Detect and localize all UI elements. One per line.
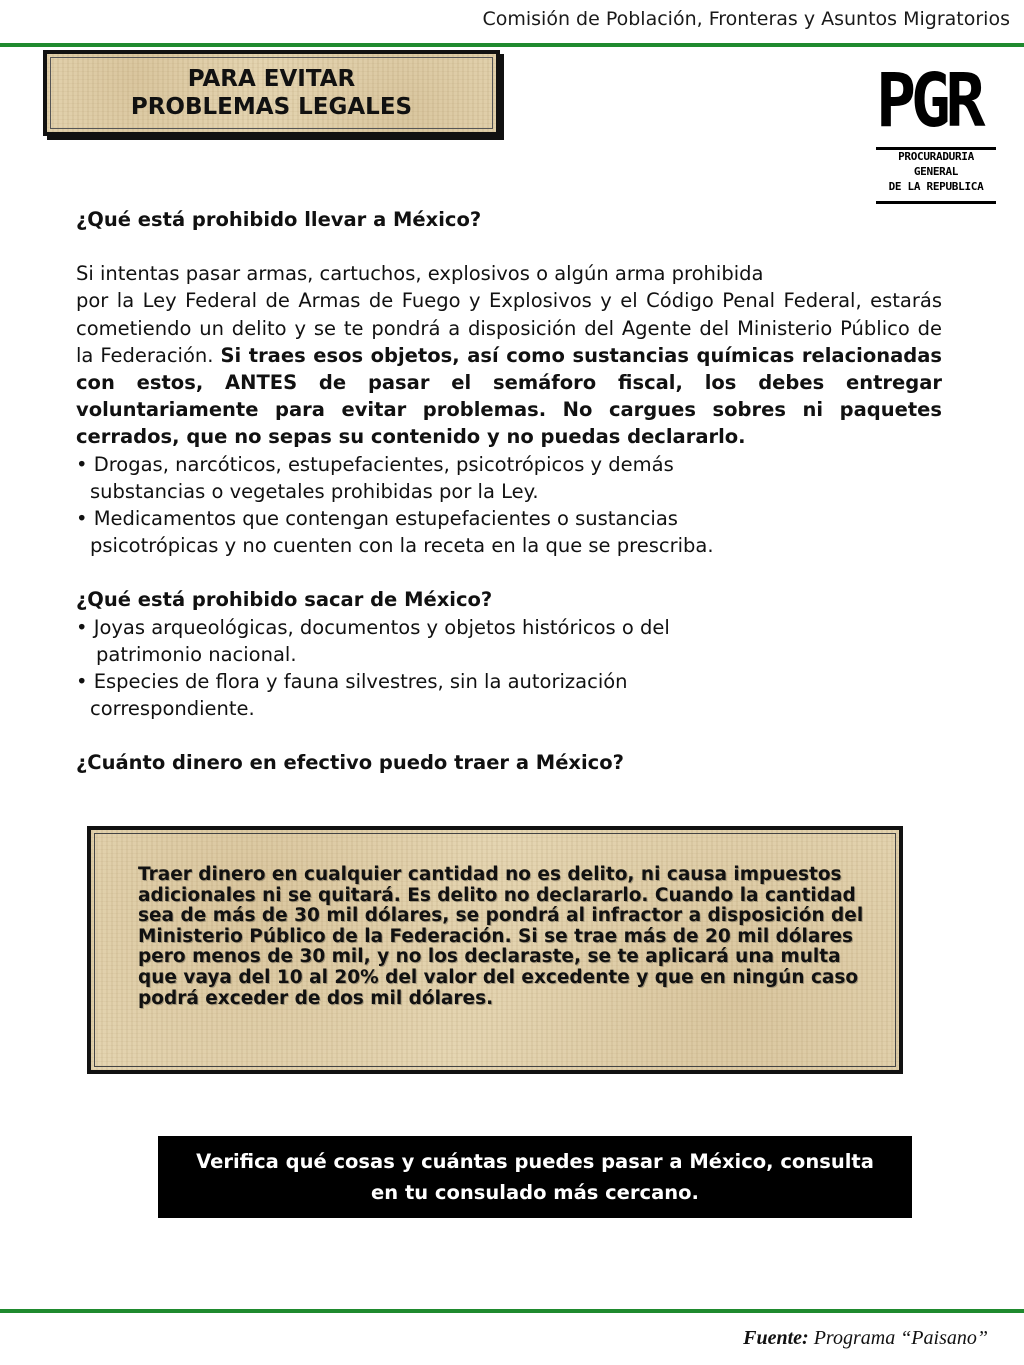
list-item-joyas-1: • Joyas arqueológicas, documentos y objetos históricos o del xyxy=(76,615,670,639)
logo-divider-bottom xyxy=(876,201,996,204)
list-item-medicamentos-2: psicotrópicas y no cuenten con la receta en la que se prescriba. xyxy=(90,534,714,558)
paragraph-armas-bold: Si traes esos objetos, así como sustancias químicas relacionadas con estos, ANTES de pasar el semáforo fiscal, los debes entregar voluntariamente para evitar problemas. No cargues sobres ni paquetes cerrados, que no sepas su contenido y no puedas declararlo. xyxy=(76,343,942,449)
title-box xyxy=(43,50,500,136)
paragraph-armas-normal: por la Ley Federal de Armas de Fuego y Explosivos y el Código Penal Federal, estarás cometiendo un delito y se te pondrá a disposición del Agente del Ministerio Público de la Federación. xyxy=(76,289,942,367)
logo-text-line3: DE LA REPUBLICA xyxy=(888,180,984,193)
list-item-especies-1: • Especies de flora y fauna silvestres, sin la autorización xyxy=(76,670,628,694)
page-title: PARA EVITAR PROBLEMAS LEGALES xyxy=(130,66,413,120)
logo-letters: PGR xyxy=(876,58,981,144)
bottom-green-rule xyxy=(0,1309,1024,1313)
header-organization: Comisión de Población, Fronteras y Asuntos Migratorios xyxy=(482,8,1010,30)
logo-text-line2: GENERAL xyxy=(913,165,959,178)
footer-source xyxy=(743,1327,988,1350)
list-item-drogas-1: • Drogas, narcóticos, estupefacientes, psicotrópicos y demás xyxy=(76,452,674,476)
main-content xyxy=(76,206,942,777)
consulado-callout-line2: en tu consulado más cercano. xyxy=(371,1181,699,1204)
money-info-text: Traer dinero en cualquier cantidad no es delito, ni causa impuestos adicionales ni se quitará. Es delito no declararlo. Cuando la cantidad sea de más de 30 mil dólares, se pondrá al infractor a disposición del Ministerio Público de la Federación. Si se trae más de 20 mil dólares pero menos de 30 mil, y no los declaraste, se te aplicará una multa que vaya del 10 al 20% del valor del excedente y que en ningún caso podrá exceder de dos mil dólares. xyxy=(138,864,864,1009)
top-green-rule xyxy=(0,43,1024,47)
pgr-logo xyxy=(876,56,996,206)
paragraph-line-1: Si intentas pasar armas, cartuchos, explosivos o algún arma prohibida xyxy=(76,262,764,286)
heading-dinero: ¿Cuánto dinero en efectivo puedo traer a México? xyxy=(76,751,624,775)
consulado-callout-line1: Verifica qué cosas y cuántas puedes pasar a México, consulta xyxy=(196,1150,874,1173)
footer-label: Fuente: xyxy=(743,1327,809,1349)
logo-text-line1: PROCURADURIA xyxy=(898,150,974,163)
paragraph-armas xyxy=(76,287,942,450)
heading-prohibido-llevar: ¿Qué está prohibido llevar a México? xyxy=(76,208,482,231)
heading-prohibido-sacar: ¿Qué está prohibido sacar de México? xyxy=(76,588,493,612)
money-info-box xyxy=(87,826,903,1074)
list-item-drogas-2: substancias o vegetales prohibidas por la Ley. xyxy=(90,479,539,503)
footer-source-text: Programa “Paisano” xyxy=(813,1327,988,1349)
list-item-joyas-2: patrimonio nacional. xyxy=(96,642,297,666)
list-item-especies-2: correspondiente. xyxy=(90,697,255,721)
list-item-medicamentos-1: • Medicamentos que contengan estupefacientes o sustancias xyxy=(76,507,678,531)
consulado-callout xyxy=(158,1136,912,1218)
